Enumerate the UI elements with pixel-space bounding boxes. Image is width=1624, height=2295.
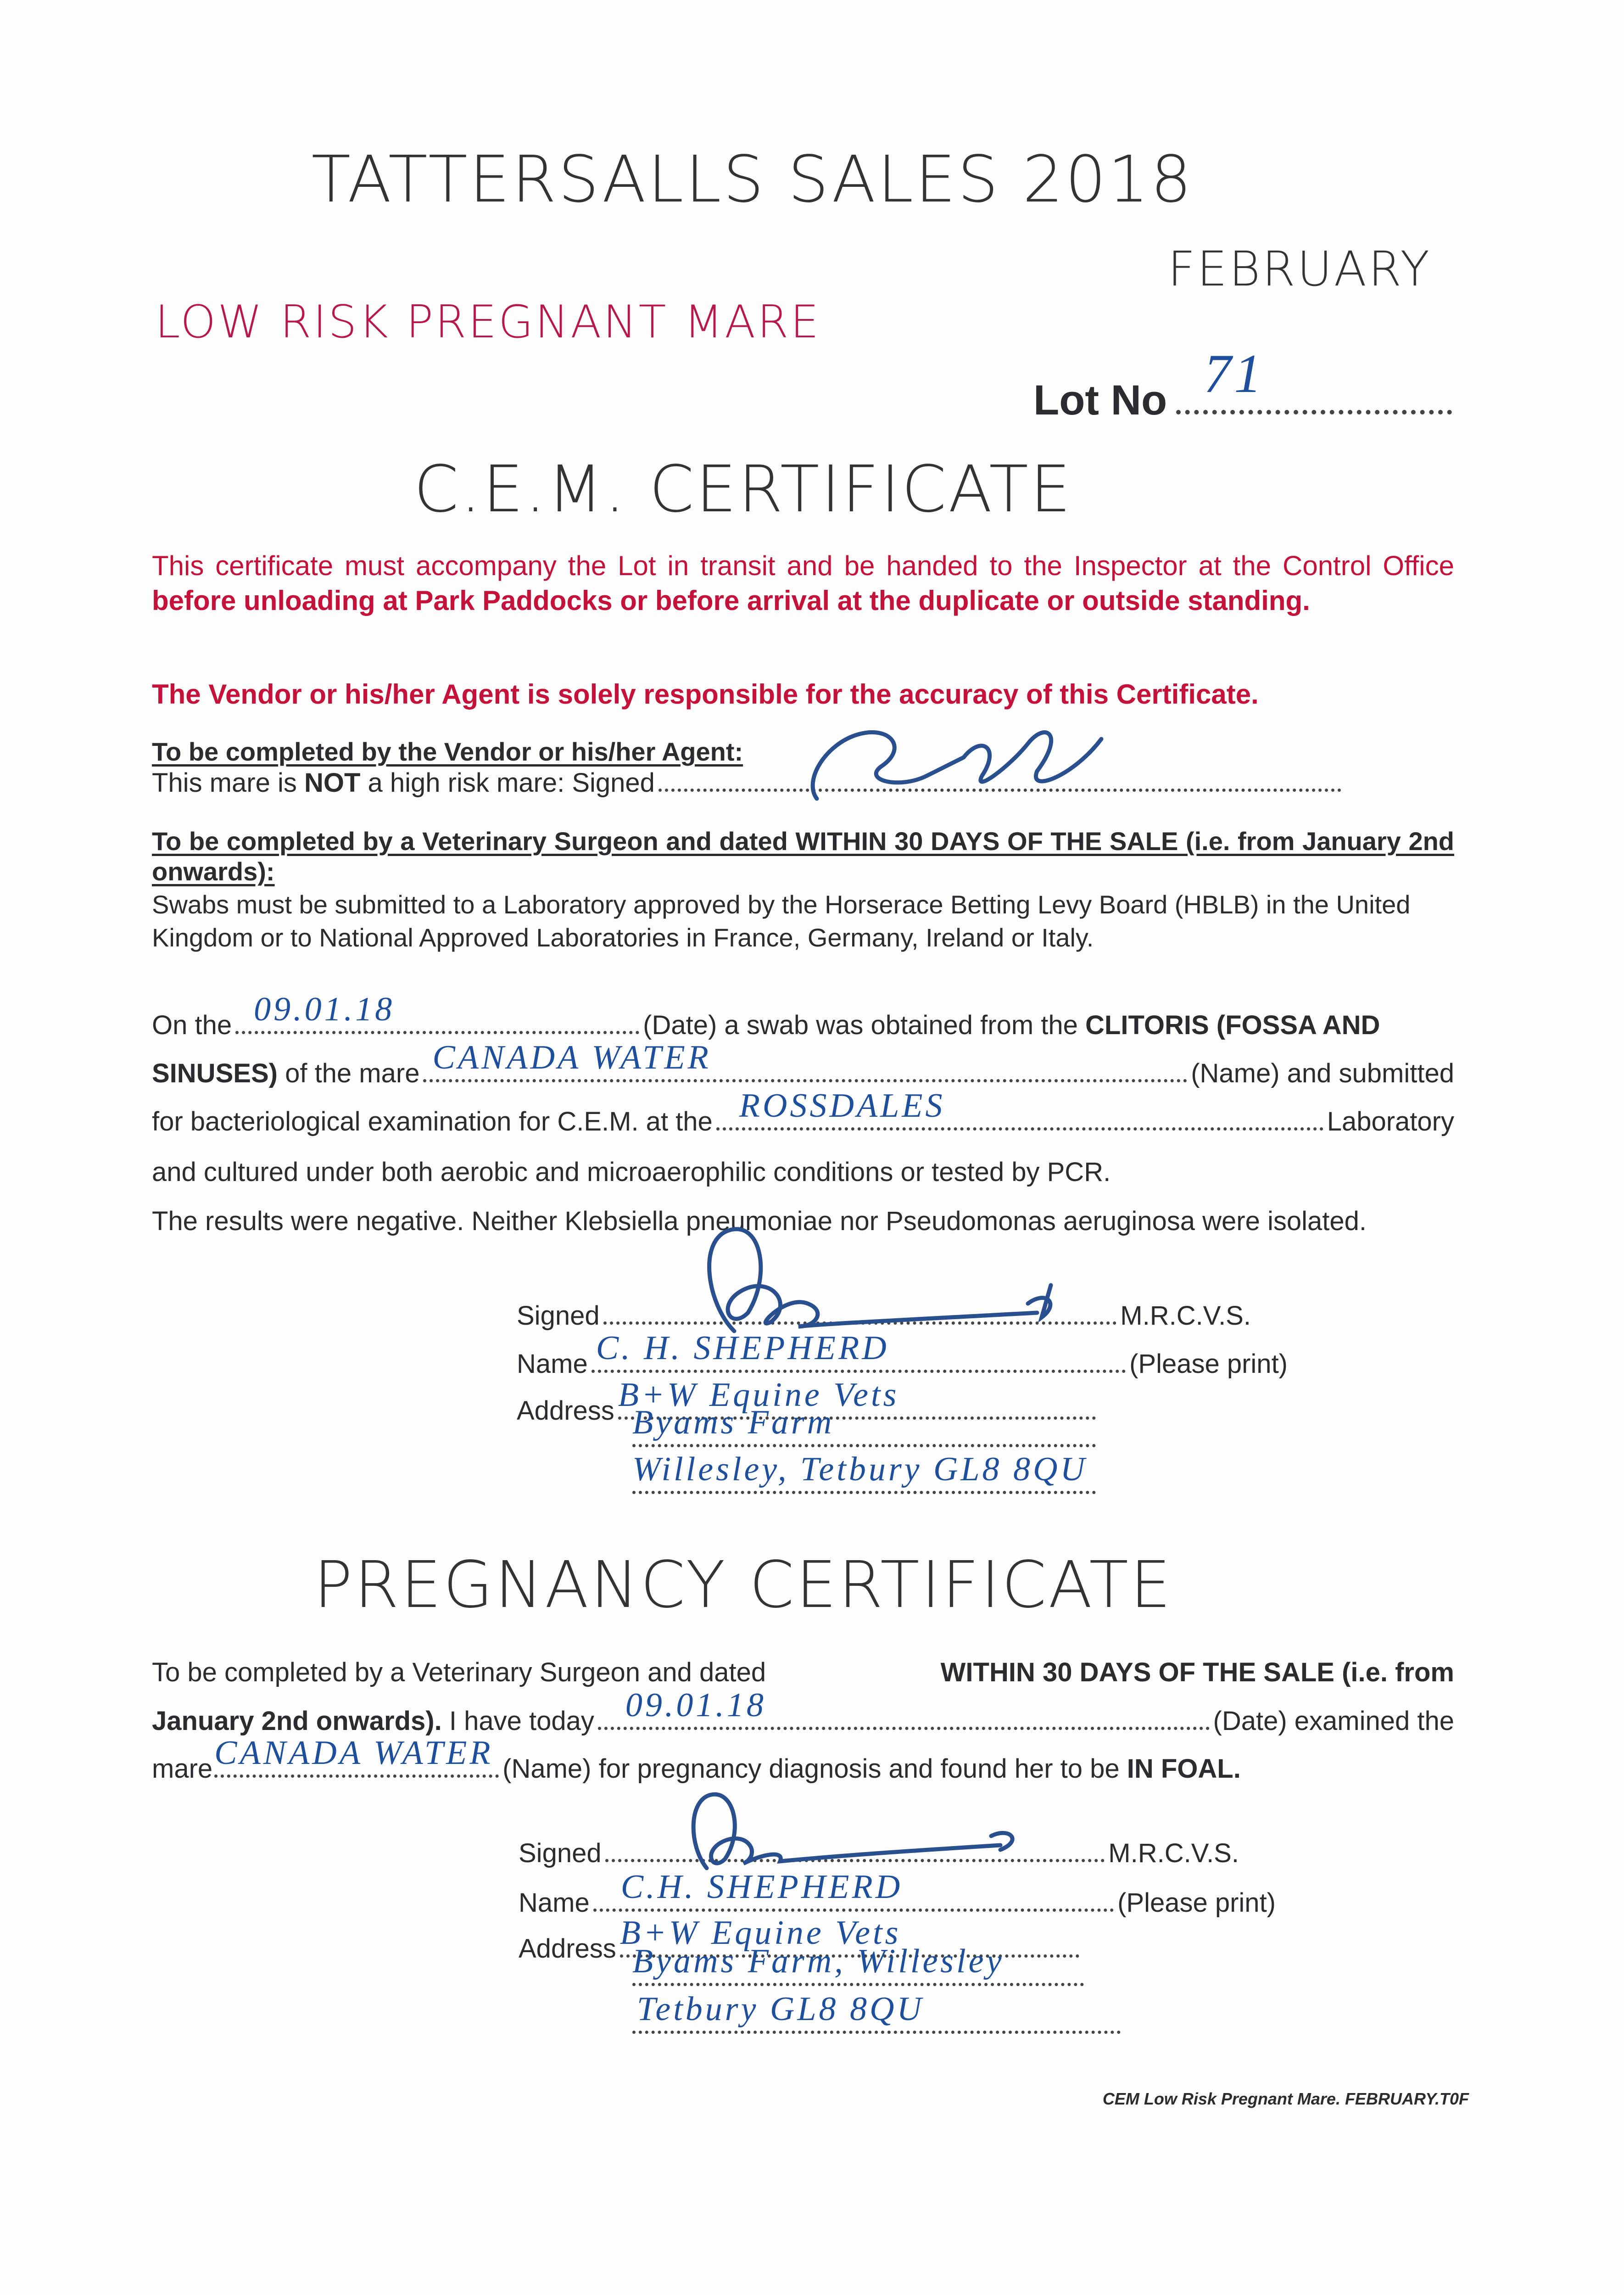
preg-address-1: B+W Equine Vets [619,1914,901,1952]
preg-vet-signature [670,1781,1037,1873]
cem-address-1: B+W Equine Vets [618,1376,899,1414]
lab-leader [716,1087,1323,1131]
form-title: TATTERSALLS SALES 2018 [311,142,1194,217]
form-reference-footer: CEM Low Risk Pregnant Mare. FEBRUARY.T0F [1102,2089,1469,2108]
signed-label: Signed [519,1838,602,1868]
address-label: Address [517,1396,614,1426]
address-leader [632,1942,1084,1986]
mare-label: mare [152,1754,213,1784]
mare-name-value: CANADA WATER [432,1039,711,1076]
preg-address-3: Tetbury GL8 8QU [637,1990,924,2028]
name-suffix: (Name) and submitted [1191,1058,1454,1088]
clitoris-text: CLITORIS (FOSSA AND [1085,1010,1380,1040]
please-print: (Please print) [1129,1349,1288,1379]
name-label: Name [519,1888,590,1918]
vendor-signature [789,707,1111,808]
mare-name-line[interactable] [152,1039,1454,1089]
of-the-mare-label: of the mare [285,1058,420,1088]
preg-date-value: 09.01.18 [625,1686,766,1724]
pregnancy-mare-line[interactable] [152,1734,1454,1784]
vendor-text-2: a high risk mare: Signed [368,768,655,798]
name-leader [592,1329,1126,1373]
vendor-text: This mare is [152,768,297,798]
preg-address-line-2[interactable] [629,1942,1088,1986]
notice-bold: before unloading at Park Paddocks or before arrival at the duplicate or outside standing. [152,585,1310,616]
responsibility-notice: The Vendor or his/her Agent is solely responsible for the accuracy of this Certificate. [152,679,1259,710]
lab-suffix: Laboratory [1327,1107,1454,1136]
swab-date-line[interactable] [152,991,1454,1041]
preg-text: To be completed by a Veterinary Surgeon and dated [152,1657,766,1687]
preg-mare-value: CANADA WATER [214,1734,493,1772]
address-leader [632,1990,1121,2034]
sinuses-text: SINUSES) [152,1058,278,1088]
on-the-label: On the [152,1010,232,1040]
swab-date-value: 09.01.18 [254,991,395,1028]
cem-title: C.E.M. CERTIFICATE [413,452,1073,527]
mrcvs-label: M.R.C.V.S. [1108,1838,1239,1868]
lot-leader [1176,343,1452,414]
lot-number-field[interactable] [1033,343,1456,425]
swabs-text: Swabs must be submitted to a Laboratory approved by the Horserace Betting Levy Board (HBLB) in the United Kingdom or to National Approved Laboratories in France, Germany, Ireland or Italy. [152,890,1411,952]
address-label: Address [519,1934,616,1964]
vet-heading: To be completed by a Veterinary Surgeon and dated WITHIN 30 DAYS OF THE SALE (i.e. from January 2nd onwards): [152,827,1454,886]
preg-address-line-3[interactable] [629,1990,1124,2034]
lot-label: Lot No [1033,377,1167,424]
cem-name-value: C. H. SHEPHERD [596,1329,889,1367]
lab-value: ROSSDALES [739,1087,945,1125]
date-suffix: (Date) a swab was obtained from the [643,1010,1078,1040]
cem-name-field[interactable] [517,1329,1288,1379]
preg-date-leader [598,1686,1210,1730]
cem-address-2: Byams Farm [632,1404,835,1441]
results-sentence: The results were negative. Neither Klebsiella pneumoniae nor Pseudomonas aeruginosa were isolated. [152,1206,1367,1236]
preg-name-value: C.H. SHEPHERD [620,1868,903,1906]
preg-within-text: WITHIN 30 DAYS OF THE SALE (i.e. from [940,1657,1454,1687]
examined-text: (Date) examined the [1213,1706,1454,1736]
pregnancy-title: PREGNANCY CERTIFICATE [313,1548,1173,1623]
lab-prefix: for bacteriological examination for C.E.M. at the [152,1107,713,1136]
cem-address-line-3[interactable] [629,1450,1099,1494]
address-leader [632,1450,1096,1494]
transit-notice [152,549,1454,618]
name-label: Name [517,1349,588,1379]
mare-category: LOW RISK PREGNANT MARE [155,296,821,348]
not-text: NOT [304,768,361,798]
cultured-sentence: and cultured under both aerobic and microaerophilic conditions or tested by PCR. [152,1157,1111,1187]
cem-address-3: Willesley, Tetbury GL8 8QU [632,1450,1088,1488]
cultured-text [152,1157,1454,1187]
notice-text: This certificate must accompany the Lot in transit and be handed to the Inspector at the Control Office [152,550,1454,581]
sale-month: FEBRUARY [1167,241,1431,297]
swab-date-leader [235,991,639,1034]
mare-name-leader [423,1039,1187,1082]
laboratory-line[interactable] [152,1087,1454,1137]
mrcvs-label: M.R.C.V.S. [1120,1301,1251,1331]
address-leader [632,1404,1096,1447]
cem-vet-signature [679,1212,1083,1340]
preg-address-2: Byams Farm, Willesley [632,1942,1005,1980]
cem-address-line-2[interactable] [629,1404,1099,1447]
in-foal-text: IN FOAL. [1127,1754,1241,1784]
vendor-signature-field[interactable] [152,767,1345,798]
january-text: January 2nd onwards). [152,1706,442,1736]
pregnancy-date-line[interactable] [152,1686,1454,1736]
diagnosis-text: (Name) for pregnancy diagnosis and found her to be [502,1754,1120,1784]
signed-label: Signed [517,1301,600,1331]
preg-mare-leader [214,1734,499,1778]
pregnancy-text-1 [152,1657,1454,1688]
i-have-today: I have today [449,1706,594,1736]
lot-value: 71 [1204,343,1265,404]
vendor-heading: To be completed by the Vendor or his/her Agent: [152,737,743,766]
name-leader [593,1868,1114,1912]
please-print: (Please print) [1117,1888,1276,1918]
